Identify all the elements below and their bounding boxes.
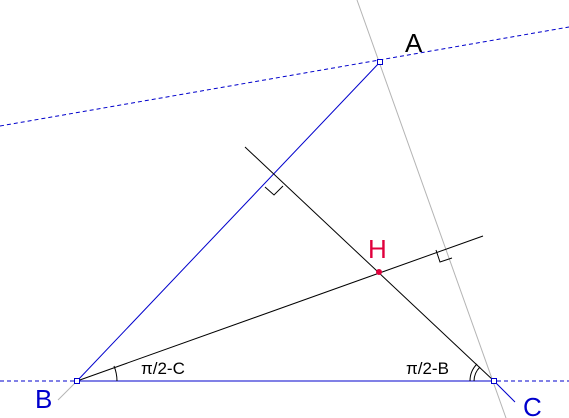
angle-label-b: π/2-C bbox=[141, 359, 185, 378]
angle-arc-c-inner bbox=[474, 367, 480, 381]
angle-label-c: π/2-B bbox=[406, 359, 449, 378]
altitude-from-c bbox=[245, 147, 494, 381]
side-c-extension bbox=[494, 381, 515, 402]
point-b[interactable] bbox=[75, 379, 80, 384]
label-c: C bbox=[523, 392, 542, 418]
dashed-line-through-a bbox=[0, 27, 569, 126]
side-ab bbox=[77, 62, 380, 381]
label-b: B bbox=[35, 384, 53, 414]
label-h: H bbox=[368, 234, 387, 264]
angle-arc-b bbox=[114, 366, 117, 381]
right-angle-marker-ab bbox=[265, 186, 283, 195]
point-h[interactable] bbox=[376, 269, 382, 275]
point-c[interactable] bbox=[492, 379, 497, 384]
point-a[interactable] bbox=[378, 60, 383, 65]
label-a: A bbox=[405, 28, 423, 58]
